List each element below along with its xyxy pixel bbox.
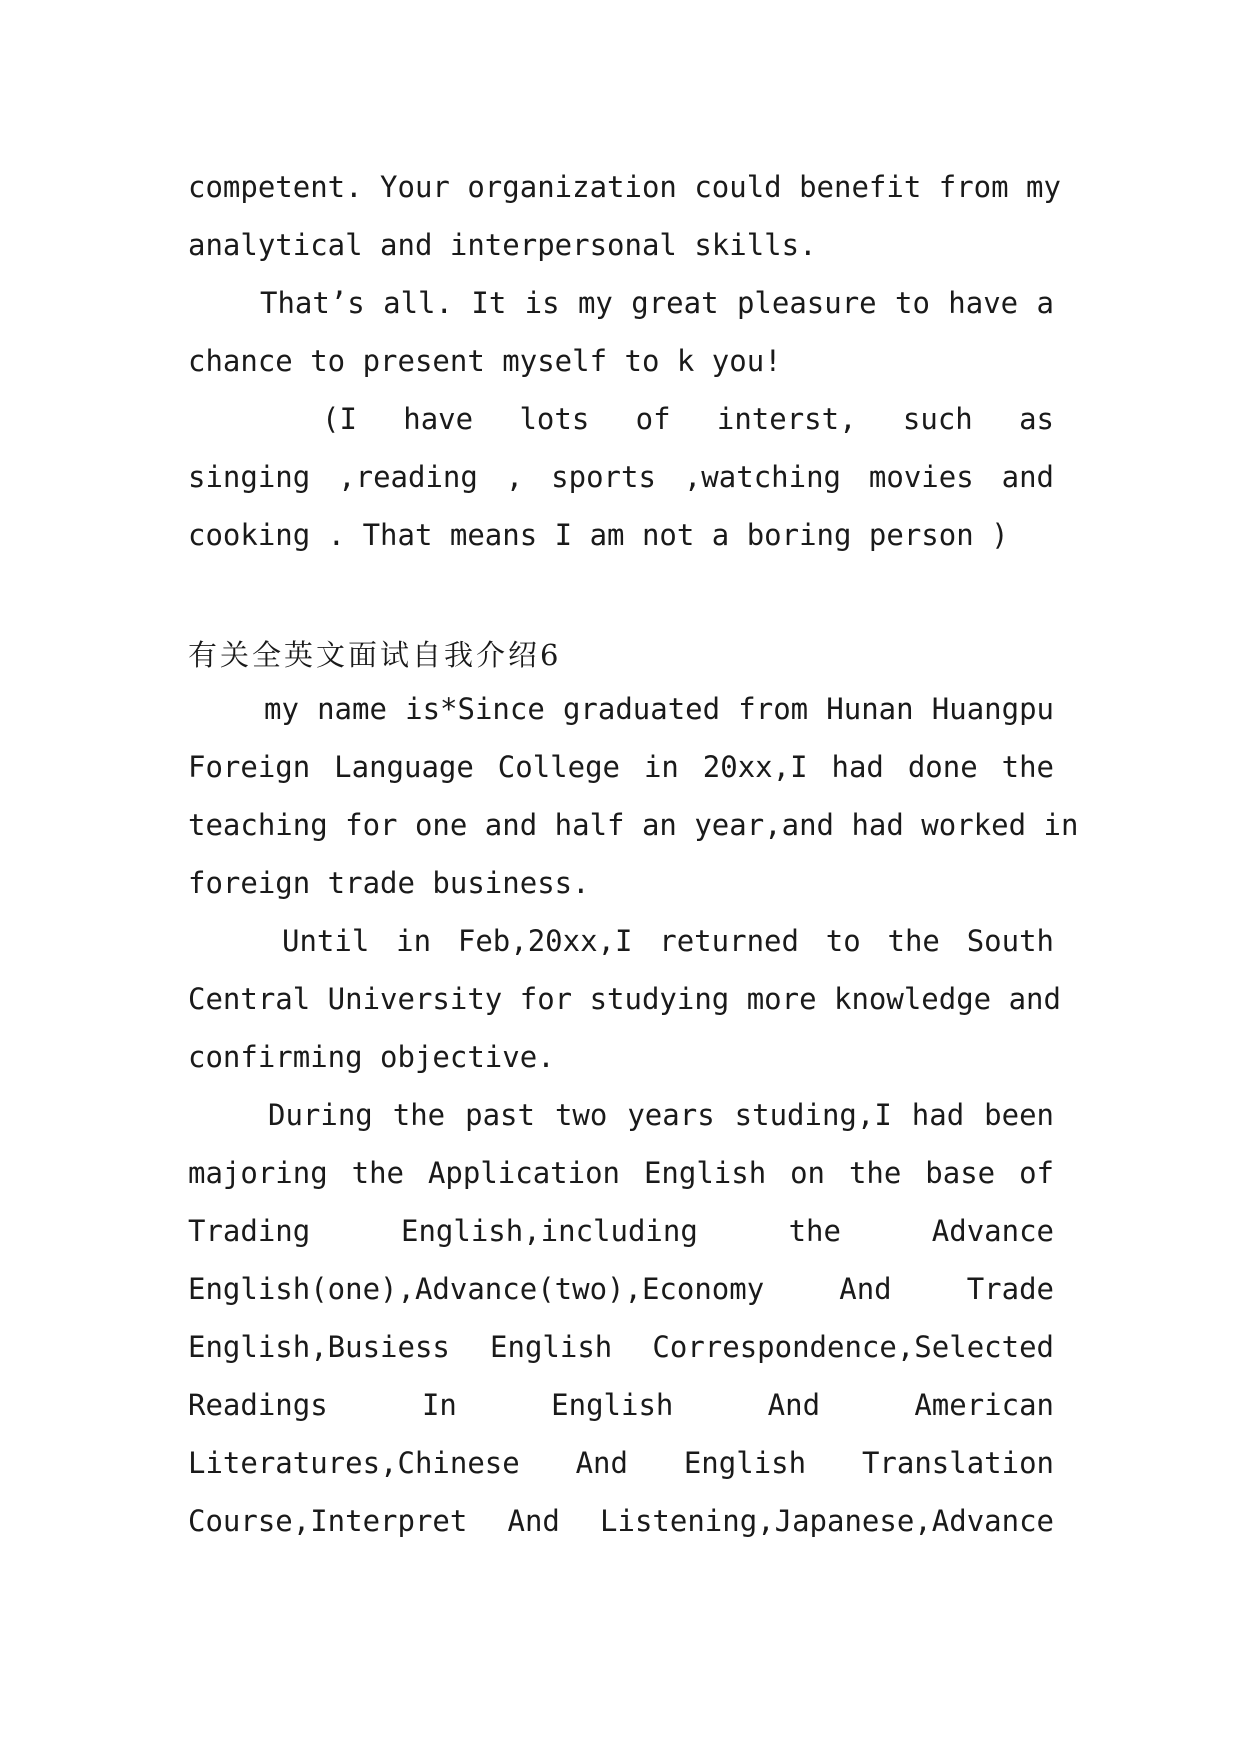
text-line: Until in Feb,20xx,I returned to the South <box>282 924 1054 958</box>
text-line: majoring the Application English on the base of <box>188 1156 1054 1190</box>
text-line: competent. Your organization could benefit from my <box>188 170 1061 204</box>
text-line: English,Busiess English Correspondence,Selected <box>188 1330 1054 1364</box>
paragraph-bottom <box>188 680 1079 1550</box>
text-line: chance to present myself to k you! <box>188 344 782 378</box>
text-line: That’s all. It is my great pleasure to have a <box>260 286 1054 320</box>
text-line: Literatures,Chinese And English Translation <box>188 1446 1054 1480</box>
text-line: (I have lots of interst, such as <box>322 402 1054 436</box>
text-line: Trading English,including the Advance <box>188 1214 1054 1248</box>
text-line: my name is*Since graduated from Hunan Huangpu <box>264 692 1054 726</box>
paragraph-top <box>188 158 1061 564</box>
text-line: Readings In English And American <box>188 1388 1054 1422</box>
text-line: Foreign Language College in 20xx,I had done the <box>188 750 1054 784</box>
text-line: Central University for studying more knowledge and <box>188 982 1061 1016</box>
text-line: analytical and interpersonal skills. <box>188 228 817 262</box>
text-line: singing ,reading , sports ,watching movies and <box>188 460 1054 494</box>
text-line: Course,Interpret And Listening,Japanese,Advance <box>188 1504 1054 1538</box>
text-line: foreign trade business. <box>188 866 590 900</box>
text-line: cooking . That means I am not a boring person ) <box>188 518 1009 552</box>
text-line: teaching for one and half an year,and had worked in <box>188 808 1079 842</box>
text-line: During the past two years studing,I had been <box>268 1098 1054 1132</box>
section-heading: 有关全英文面试自我介绍6 <box>188 638 562 672</box>
text-line: confirming objective. <box>188 1040 555 1074</box>
text-line: English(one),Advance(two),Economy And Trade <box>188 1272 1054 1306</box>
